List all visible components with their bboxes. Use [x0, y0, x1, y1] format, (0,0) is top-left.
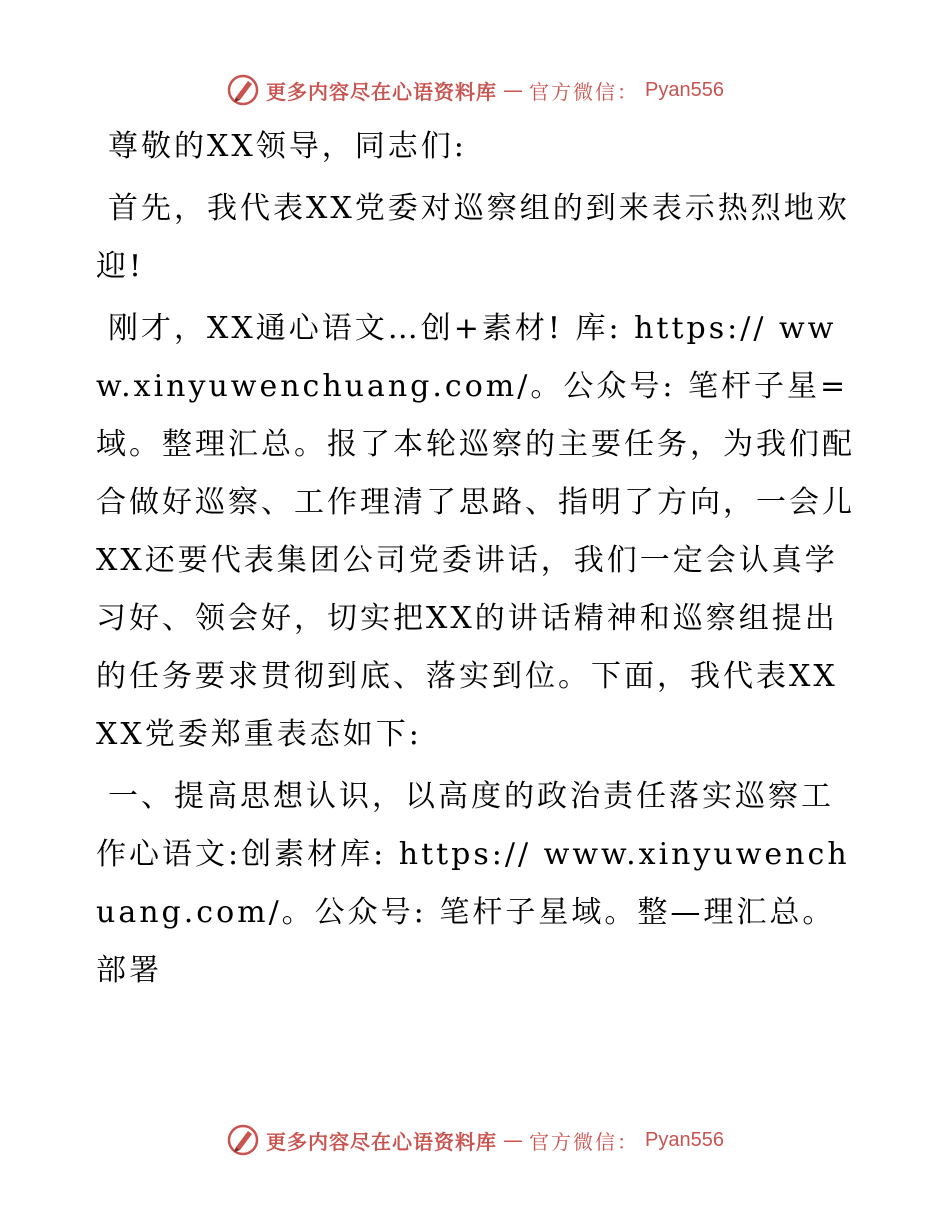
- watermark-account: Pyan556: [645, 1128, 724, 1151]
- section-one-paragraph: 一、提高思想认识，以高度的政治责任落实巡察工作心语文:创素材库: https:// www.xinyuwenchuang.com/。公众号: 笔杆子星域。整—理汇总。部署: [96, 779, 850, 988]
- document-body: [96, 118, 856, 1000]
- watermark-sub-text: 官方微信：: [529, 1129, 640, 1154]
- main-paragraph: 刚才，XX通心语文…创+素材! 库: https:// www.xinyuwenchuang.com/。公众号: 笔杆子星=域。整理汇总。报了本轮巡察的主要任务，为我们配合做好巡察、工作理清了思路、指明了方向，一会儿XX还要代表集团公司党委讲话，我们一定会认真学习好、领会好，切实把XX的讲话精神和巡察组提出的任务要求贯彻到底、落实到位。下面，我代表XXXX党委郑重表态如下:: [96, 311, 855, 752]
- pen-logo-icon: [226, 73, 260, 107]
- watermark-main-text: 更多内容尽在心语资料库: [266, 1129, 498, 1154]
- watermark-account: Pyan556: [645, 78, 724, 101]
- watermark-separator: —: [503, 1128, 524, 1152]
- greeting-paragraph: 尊敬的XX领导，同志们:: [108, 129, 467, 164]
- watermark-sub-text: 官方微信：: [529, 79, 640, 104]
- watermark-main-text: 更多内容尽在心语资料库: [266, 79, 498, 104]
- welcome-paragraph: 首先，我代表XX党委对巡察组的到来表示热烈地欢迎!: [96, 191, 850, 284]
- watermark-separator: —: [503, 78, 524, 102]
- header-watermark: [0, 70, 950, 110]
- pen-logo-icon: [226, 1123, 260, 1157]
- footer-watermark: [0, 1120, 950, 1160]
